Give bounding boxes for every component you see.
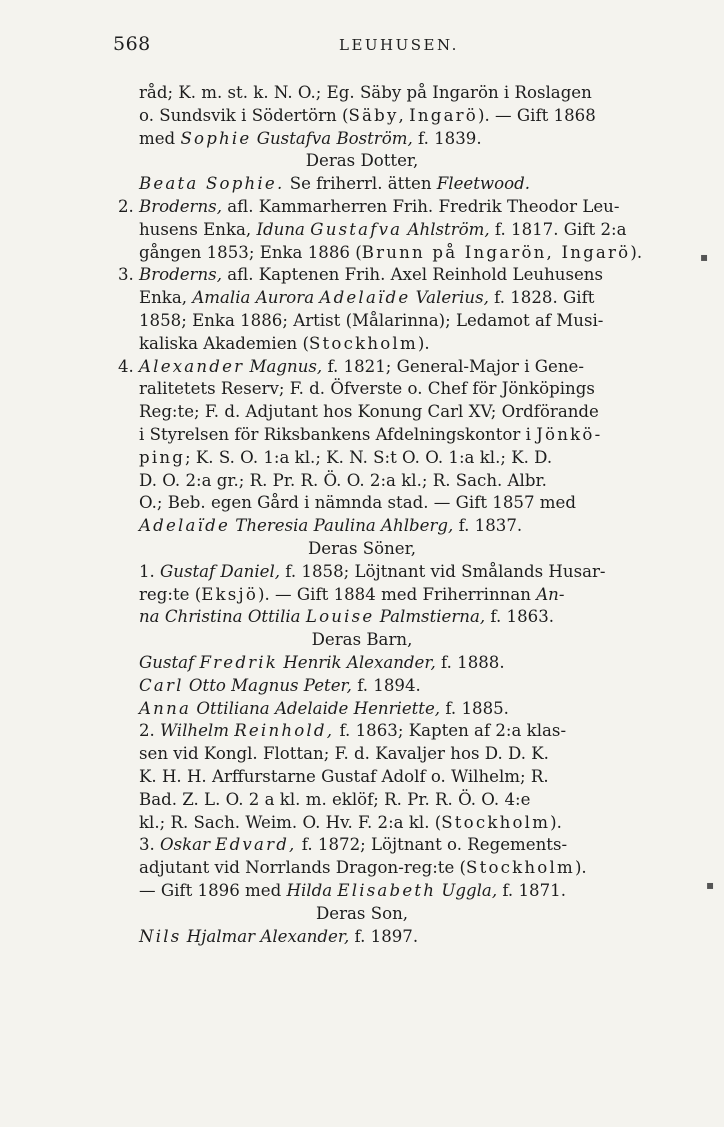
text-line bbox=[139, 492, 576, 514]
text-segment: sen vid Kongl. Flottan; F. d. Kavaljer hos D. D. K. bbox=[139, 744, 549, 764]
text-line bbox=[139, 105, 596, 127]
text-segment: f. 1885. bbox=[440, 698, 509, 718]
text-segment: ). bbox=[417, 333, 430, 353]
text-line bbox=[139, 880, 566, 902]
text-segment: f. 1863; Kapten af 2:a klas- bbox=[334, 721, 567, 741]
italic-name-text: Otto Magnus Peter, bbox=[188, 675, 352, 695]
text-segment: ). bbox=[550, 812, 562, 832]
text-segment: Stockholm bbox=[466, 858, 575, 878]
text-segment: f. 1837. bbox=[453, 516, 523, 536]
text-segment: Stockholm bbox=[441, 812, 551, 832]
text-segment: Deras Dotter, bbox=[305, 151, 419, 171]
margin-speck-mark: ▪ bbox=[706, 878, 715, 892]
text-line bbox=[139, 173, 530, 195]
text-segment: ping bbox=[139, 447, 186, 467]
page-header bbox=[0, 33, 724, 63]
text-segment: Eksjö bbox=[201, 584, 259, 604]
text-line bbox=[139, 834, 568, 856]
text-segment: adjutant vid Norrlands Dragon-reg:te ( bbox=[139, 858, 467, 878]
text-line bbox=[139, 470, 547, 492]
text-segment: f. 1863. bbox=[485, 607, 555, 627]
text-segment: f. 1897. bbox=[349, 926, 419, 946]
text-segment: ; K. S. O. 1:a kl.; K. N. S:t O. O. 1:a kl.; K. D. bbox=[185, 447, 553, 467]
italic-name-text: Gustaf bbox=[139, 653, 195, 672]
text-line bbox=[139, 606, 554, 628]
text-segment: f. 1839. bbox=[412, 128, 482, 148]
entry-number: 2. bbox=[139, 721, 155, 741]
italic-name-text: Carl bbox=[139, 675, 184, 695]
text-segment: f. 1821; General-Major i Gene- bbox=[322, 356, 584, 376]
text-line bbox=[139, 698, 509, 720]
italic-name-text: Broderns, bbox=[139, 265, 222, 285]
italic-name-text: Hjalmar Alexander, bbox=[186, 926, 350, 946]
entry-number: 4. bbox=[118, 356, 134, 376]
text-line bbox=[139, 424, 602, 446]
text-line bbox=[139, 378, 595, 400]
text-line bbox=[139, 82, 592, 104]
italic-name-text: Broderns, bbox=[139, 197, 222, 216]
italic-name-text: Gustaf Daniel, bbox=[160, 561, 281, 581]
text-segment: f. 1894. bbox=[351, 675, 421, 695]
entry-number: 2. bbox=[118, 197, 134, 216]
section-heading-line bbox=[0, 629, 724, 651]
text-segment: Deras Söner, bbox=[308, 539, 416, 558]
text-segment: O.; Beb. egen Gård i nämnda stad. — Gift 1857 med bbox=[139, 493, 576, 513]
text-segment: ). bbox=[630, 242, 643, 262]
text-segment: f. 1858; Löjtnant vid Smålands Husar- bbox=[280, 561, 606, 581]
italic-name-text: An- bbox=[536, 584, 565, 604]
italic-name-text: Louise bbox=[305, 607, 375, 627]
text-line bbox=[139, 812, 562, 834]
text-segment: ). — Gift 1868 bbox=[478, 105, 596, 125]
italic-name-text: Amalia Aurora bbox=[192, 288, 315, 308]
text-segment: Bad. Z. L. O. 2 a kl. m. eklöf; R. Pr. R. Ö. O. 4:e bbox=[139, 789, 531, 809]
text-line bbox=[139, 333, 430, 355]
text-segment: kaliska Akademien ( bbox=[139, 333, 309, 353]
italic-name-text: Edvard, bbox=[215, 835, 297, 855]
text-line bbox=[139, 128, 482, 150]
text-segment: Se friherrl. ätten bbox=[284, 174, 437, 194]
italic-name-text: Theresia Paulina Ahlberg, bbox=[235, 516, 454, 536]
text-segment: råd; K. m. st. k. N. O.; Eg. Säby på Ingarön i Roslagen bbox=[139, 83, 592, 102]
text-line bbox=[118, 356, 584, 378]
text-line bbox=[139, 926, 418, 948]
text-segment: med bbox=[139, 128, 181, 148]
text-line bbox=[139, 401, 599, 423]
italic-name-text: Palmstierna, bbox=[379, 607, 486, 627]
text-segment: kl.; R. Sach. Weim. O. Hv. F. 2:a kl. ( bbox=[139, 812, 442, 832]
text-line bbox=[139, 720, 567, 742]
text-line bbox=[139, 675, 421, 697]
italic-name-text: Magnus, bbox=[249, 356, 323, 376]
italic-name-text: Alexander bbox=[139, 356, 245, 376]
italic-name-text: Iduna bbox=[256, 219, 305, 239]
margin-speck-mark: ▪ bbox=[700, 250, 709, 264]
running-head: LEUHUSEN. bbox=[339, 36, 459, 54]
italic-name-text: na Christina Ottilia bbox=[139, 607, 301, 627]
text-segment: husens Enka, bbox=[139, 219, 257, 239]
text-segment: — Gift 1896 med bbox=[139, 881, 287, 900]
text-segment: Säby bbox=[348, 105, 399, 125]
text-segment: Enka, bbox=[139, 288, 193, 308]
text-line bbox=[139, 219, 626, 241]
text-segment: ). bbox=[574, 858, 587, 878]
text-segment: reg:te ( bbox=[139, 584, 202, 604]
text-segment: K. H. H. Arffurstarne Gustaf Adolf o. Wilhelm; R. bbox=[139, 767, 549, 786]
italic-name-text: Nils bbox=[139, 926, 182, 946]
page-number: 568 bbox=[113, 33, 151, 55]
text-line bbox=[139, 242, 642, 264]
text-segment: f. 1888. bbox=[435, 653, 505, 672]
text-segment: ralitetets Reserv; F. d. Öfverste o. Chef för Jönköpings bbox=[139, 379, 595, 399]
text-line bbox=[139, 515, 522, 537]
text-line bbox=[139, 743, 549, 765]
text-line bbox=[139, 584, 564, 606]
text-segment: Stockholm bbox=[308, 333, 418, 353]
text-line bbox=[139, 652, 505, 674]
italic-name-text: Valerius, bbox=[415, 288, 489, 308]
text-segment: Brunn på Ingarön, Ingarö bbox=[361, 242, 631, 262]
italic-name-text: Hilda bbox=[286, 881, 333, 900]
text-segment: 1858; Enka 1886; Artist (Målarinna); Ledamot af Musi- bbox=[139, 311, 604, 330]
italic-name-text: Reinhold, bbox=[234, 721, 335, 741]
text-segment: Deras Barn, bbox=[311, 630, 413, 650]
italic-name-text: Oskar bbox=[160, 835, 211, 855]
text-line bbox=[139, 857, 587, 879]
italic-name-text: Sophie bbox=[180, 128, 252, 148]
text-line bbox=[139, 447, 552, 469]
section-heading-line bbox=[0, 538, 724, 560]
text-segment: f. 1872; Löjtnant o. Regements- bbox=[296, 835, 568, 855]
text-segment: o. Sundsvik i Södertörn ( bbox=[139, 105, 349, 125]
entry-number: 3. bbox=[118, 265, 134, 285]
italic-name-text: Fredrik bbox=[199, 653, 279, 672]
italic-name-text: Adelaïde bbox=[139, 516, 230, 536]
italic-name-text: Ottiliana Adelaide Henriette, bbox=[196, 698, 441, 718]
italic-name-text: Elisabeth bbox=[337, 881, 437, 900]
entry-number: 1. bbox=[139, 561, 155, 581]
italic-name-text: Beata Sophie. bbox=[139, 174, 285, 194]
italic-name-text: Gustafva Boström, bbox=[256, 128, 413, 148]
text-segment: Jönkö- bbox=[536, 425, 603, 444]
entry-number: 3. bbox=[139, 835, 155, 855]
text-segment: , bbox=[398, 105, 410, 125]
italic-name-text: Anna bbox=[139, 698, 192, 718]
italic-name-text: Wilhelm bbox=[160, 721, 229, 741]
text-segment: f. 1828. Gift bbox=[488, 288, 595, 308]
text-segment: afl. Kaptenen Frih. Axel Reinhold Leuhusens bbox=[221, 265, 603, 285]
text-line bbox=[139, 789, 530, 811]
text-segment: f. 1871. bbox=[497, 881, 566, 900]
text-line bbox=[139, 561, 606, 583]
section-heading-line bbox=[0, 150, 724, 172]
italic-name-text: Ahlström, bbox=[407, 219, 490, 239]
text-line bbox=[139, 287, 594, 309]
text-segment: Reg:te; F. d. Adjutant hos Konung Carl XV; Ordförande bbox=[139, 402, 599, 422]
italic-name-text: Uggla, bbox=[441, 881, 498, 900]
text-segment: i Styrelsen för Riksbankens Afdelningskontor i bbox=[139, 425, 537, 444]
italic-name-text: Adelaïde bbox=[319, 288, 411, 308]
italic-name-text: Henrik Alexander, bbox=[283, 653, 436, 672]
text-line bbox=[118, 196, 620, 218]
text-line bbox=[139, 310, 603, 332]
text-segment: Ingarö bbox=[409, 105, 478, 125]
text-segment: ). — Gift 1884 med Friherrinnan bbox=[258, 584, 537, 604]
text-segment: afl. Kammarherren Frih. Fredrik Theodor Leu- bbox=[221, 197, 620, 216]
text-line bbox=[118, 264, 603, 286]
section-heading-line bbox=[0, 903, 724, 925]
text-segment: Deras Son, bbox=[315, 903, 409, 923]
text-segment: f. 1817. Gift 2:a bbox=[489, 219, 627, 239]
text-line bbox=[139, 766, 549, 788]
text-segment: D. O. 2:a gr.; R. Pr. R. Ö. O. 2:a kl.; R. Sach. Albr. bbox=[139, 470, 547, 490]
text-segment: gången 1853; Enka 1886 ( bbox=[139, 242, 362, 262]
italic-name-text: Fleetwood. bbox=[436, 174, 530, 194]
italic-name-text: Gustafva bbox=[310, 219, 403, 239]
